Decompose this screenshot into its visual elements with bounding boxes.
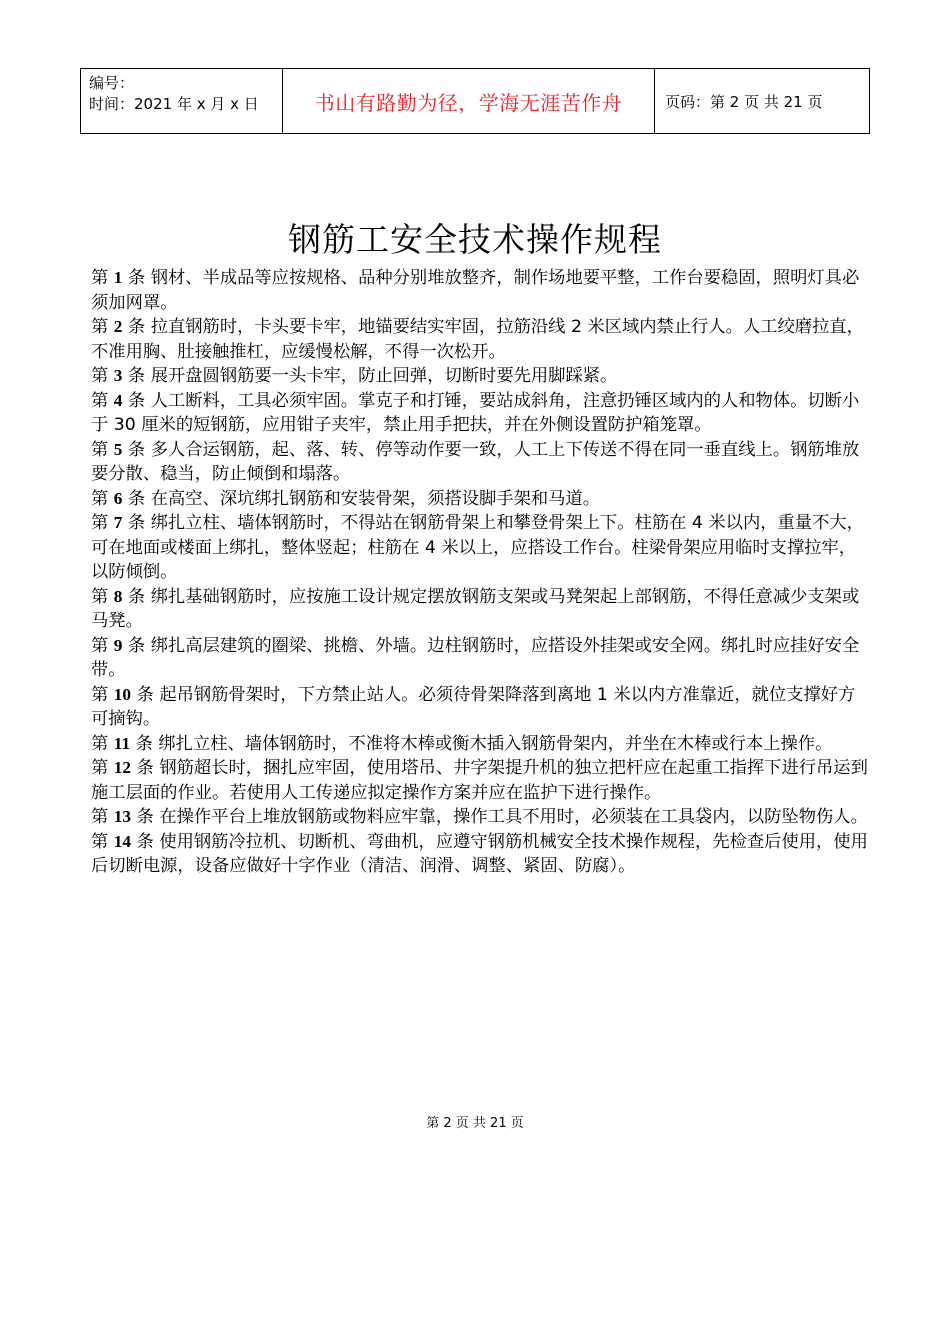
article-text: 绑扎立柱、墙体钢筋时，不准将木棒或衡木插入钢筋骨架内，并坐在木棒或行本上操作。: [152, 733, 833, 754]
article-suffix: 条: [122, 513, 146, 533]
article-item: [91, 511, 871, 585]
article-item: [91, 315, 871, 364]
article-item: [91, 683, 871, 732]
article-text: 拉直钢筋时，卡头要卡牢，地锚要结实牢固，拉筋沿线 2 米区域内禁止行人。人工绞磨拉直，不准用胸、肚接触推杠，应缓慢松解，不得一次松开。: [91, 317, 864, 362]
article-prefix: 第: [91, 488, 114, 509]
article-prefix: 第: [91, 366, 114, 386]
article-suffix: 条: [131, 758, 154, 778]
article-suffix: 条: [130, 733, 153, 754]
article-suffix: 条: [131, 684, 154, 705]
article-item: [91, 266, 871, 315]
article-number: 8: [113, 586, 123, 606]
article-number: 13: [113, 807, 132, 826]
document-header-table: [80, 68, 870, 134]
article-prefix: 第: [91, 317, 114, 337]
article-suffix: 条: [122, 439, 146, 460]
article-suffix: 条: [131, 831, 154, 852]
article-text: 绑扎高层建筑的圈梁、挑檐、外墙。边柱钢筋时，应搭设外挂架或安全网。绑扎时应挂好安全带。: [91, 635, 860, 680]
article-number: 2: [113, 317, 123, 336]
article-item: [91, 756, 871, 805]
article-text: 绑扎基础钢筋时，应按施工设计规定摆放钢筋支架或马凳架起上部钢筋，不得任意减少支架或马凳。: [91, 586, 860, 631]
article-text: 起吊钢筋骨架时，下方禁止站人。必须待骨架降落到离地 1 米以内方准靠近，就位支撑好方可摘钩。: [91, 684, 856, 729]
article-prefix: 第: [91, 807, 114, 827]
article-item: [91, 830, 871, 879]
article-item: [91, 732, 871, 757]
article-number: 11: [113, 733, 131, 753]
header-meta-cell: [81, 69, 283, 133]
header-page-code: 页码：第 2 页 共 21 页: [665, 92, 823, 111]
header-motto-cell: [283, 69, 655, 133]
article-text: 展开盘圆钢筋要一头卡牢，防止回弹，切断时要先用脚踩紧。: [145, 366, 618, 386]
article-item: [91, 364, 871, 389]
article-number: 9: [113, 635, 123, 655]
article-prefix: 第: [91, 758, 114, 778]
article-item: [91, 634, 871, 683]
article-text: 在操作平台上堆放钢筋或物料应牢靠，操作工具不用时，必须装在工具袋内，以防坠物伤人。: [153, 807, 868, 827]
footer-page-indicator: 第 2 页 共 21 页: [426, 1116, 524, 1131]
article-prefix: 第: [91, 268, 114, 288]
article-item: [91, 487, 871, 512]
article-text: 多人合运钢筋，起、落、转、停等动作要一致，人工上下传送不得在同一垂直线上。钢筋堆放要分散、稳当，防止倾倒和塌落。: [91, 439, 860, 484]
article-suffix: 条: [122, 366, 146, 386]
article-number: 14: [113, 831, 132, 851]
article-text: 在高空、深坑绑扎钢筋和安装骨架，须搭设脚手架和马道。: [145, 488, 601, 509]
article-number: 3: [113, 366, 123, 385]
article-number: 10: [113, 684, 132, 704]
document-time-label: 时间：2021 年 x 月 x 日: [89, 95, 259, 113]
article-number: 5: [113, 439, 123, 459]
article-suffix: 条: [122, 488, 146, 509]
article-prefix: 第: [91, 831, 114, 852]
article-suffix: 条: [122, 390, 146, 411]
article-prefix: 第: [91, 635, 114, 656]
header-motto: 书山有路勤为径，学海无涯苦作舟: [314, 90, 623, 115]
article-text: 钢材、半成品等应按规格、品种分别堆放整齐，制作场地要平整，工作台要稳固，照明灯具必须加网罩。: [91, 268, 860, 313]
article-suffix: 条: [122, 635, 146, 656]
article-prefix: 第: [91, 586, 114, 607]
article-suffix: 条: [131, 807, 154, 827]
article-prefix: 第: [91, 390, 114, 411]
article-number: 12: [113, 758, 132, 777]
article-list: [91, 266, 871, 879]
article-suffix: 条: [122, 268, 146, 288]
page-title: 钢筋工安全技术操作规程: [288, 220, 662, 259]
article-suffix: 条: [122, 317, 146, 337]
article-prefix: 第: [91, 513, 114, 533]
article-suffix: 条: [122, 586, 146, 607]
article-item: [91, 389, 871, 438]
document-number-label: 编号：: [89, 74, 135, 92]
article-text: 钢筋超长时，捆扎应牢固，使用塔吊、井字架提升机的独立把杆应在起重工指挥下进行吊运到施工层面的作业。若使用人工传递应拟定操作方案并应在监护下进行操作。: [91, 758, 868, 803]
article-text: 使用钢筋冷拉机、切断机、弯曲机，应遵守钢筋机械安全技术操作规程，先检查后使用，使用后切断电源，设备应做好十字作业（清洁、润滑、调整、紧固、防腐）。: [91, 831, 868, 876]
header-page-cell: [655, 69, 869, 133]
article-number: 6: [113, 488, 123, 508]
article-prefix: 第: [91, 684, 114, 705]
article-prefix: 第: [91, 733, 114, 754]
article-number: 1: [113, 268, 123, 287]
article-prefix: 第: [91, 439, 114, 460]
article-item: [91, 585, 871, 634]
article-number: 4: [113, 390, 123, 410]
article-text: 人工断料，工具必须牢固。掌克子和打锤，要站成斜角，注意扔锤区域内的人和物体。切断小于 30 厘米的短钢筋，应用钳子夹牢，禁止用手把扶，并在外侧设置防护箱笼罩。: [91, 390, 860, 435]
article-number: 7: [113, 513, 123, 532]
article-text: 绑扎立柱、墙体钢筋时，不得站在钢筋骨架上和攀登骨架上下。柱筋在 4 米以内，重量不大，可在地面或楼面上绑扎，整体竖起；柱筋在 4 米以上，应搭设工作台。柱梁骨架应用临时支撑拉牢，以防倾倒。: [91, 513, 864, 582]
article-item: [91, 438, 871, 487]
article-item: [91, 805, 871, 830]
